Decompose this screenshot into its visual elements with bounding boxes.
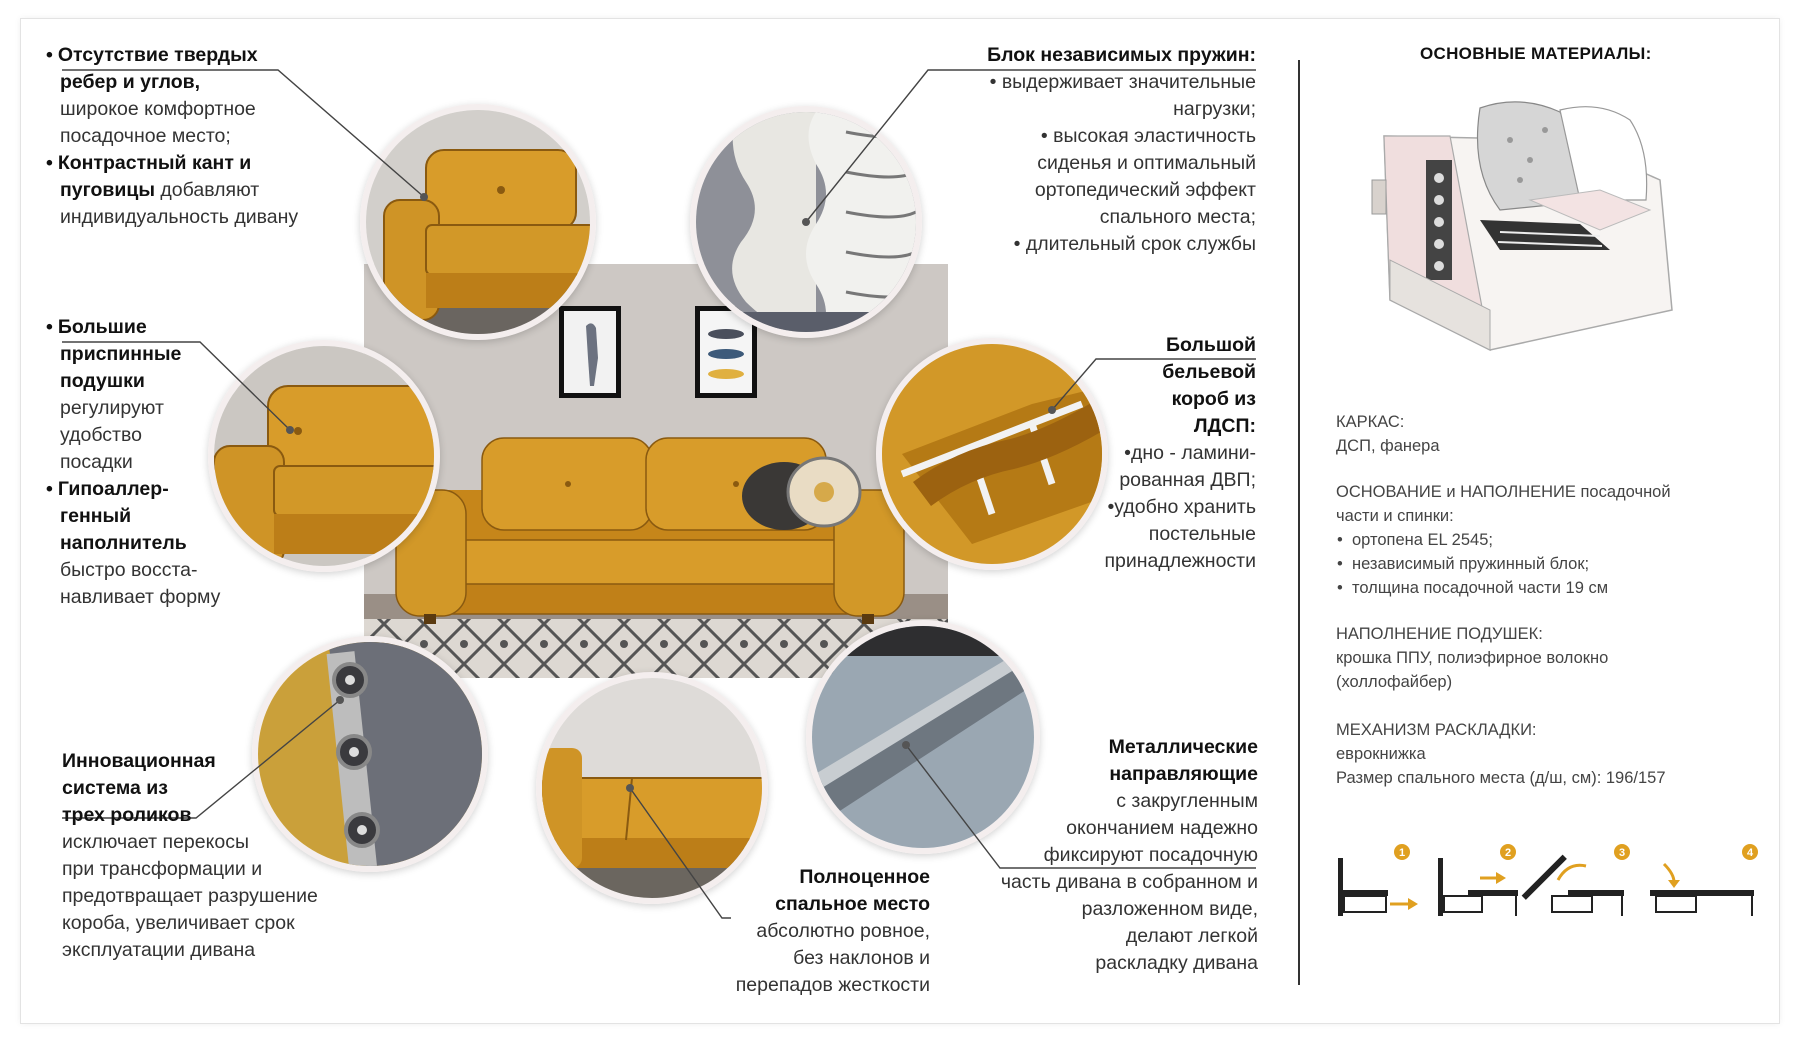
feature-title: бельевой xyxy=(1162,361,1256,383)
feature-text: делают легкой xyxy=(1125,925,1258,947)
circle-sleeping xyxy=(536,672,768,904)
step-1 xyxy=(1338,844,1418,916)
feature-title: Гипоаллер- xyxy=(57,478,169,500)
feature-text: спального места; xyxy=(1099,206,1256,228)
step-3 xyxy=(1522,844,1630,916)
circle-storage xyxy=(876,338,1108,570)
feature-title: пуговицы xyxy=(60,179,156,201)
step-number: 2 xyxy=(1504,847,1512,859)
feature-text: быстро восста- xyxy=(60,559,198,581)
feature-title: ребер и углов, xyxy=(60,71,201,93)
feature-text: • выдерживает значительные xyxy=(989,71,1256,93)
step-number: 4 xyxy=(1746,847,1754,859)
circle-cushions xyxy=(208,340,440,572)
material-base-item: • толщина посадочной части 19 см xyxy=(1336,576,1671,600)
feature-text: добавляют xyxy=(155,179,260,201)
material-base-item: • ортопена EL 2545; xyxy=(1336,528,1671,552)
feature-title: наполнитель xyxy=(60,532,187,554)
material-base-item: • независимый пружинный блок; xyxy=(1336,552,1671,576)
feature-text: • длительный срок службы xyxy=(1013,233,1256,255)
feature-rails xyxy=(1001,734,1258,977)
feature-text: нагрузки; xyxy=(1173,98,1256,120)
feature-text: • высокая эластичность xyxy=(1040,125,1256,147)
feature-text: индивидуальность дивану xyxy=(60,206,299,228)
feature-text: фиксируют посадочную xyxy=(1043,844,1258,866)
feature-title: Полноценное xyxy=(799,866,930,888)
feature-title: Блок независимых пружин: xyxy=(987,44,1256,66)
feature-text: постельные xyxy=(1148,523,1256,545)
feature-text: предотвращает разрушение xyxy=(62,885,318,907)
material-frame-head: КАРКАС: xyxy=(1336,413,1405,431)
feature-text: навливает форму xyxy=(60,586,221,608)
step-2 xyxy=(1438,844,1518,916)
feature-title: система из xyxy=(62,777,168,799)
material-frame-value: ДСП, фанера xyxy=(1336,437,1440,455)
material-mechanism-value: еврокнижка xyxy=(1336,745,1426,763)
material-mechanism-head: МЕХАНИЗМ РАСКЛАДКИ: xyxy=(1336,721,1537,739)
mechanism-steps-diagram xyxy=(1330,840,1770,922)
material-base-head: ОСНОВАНИЕ и НАПОЛНЕНИЕ xyxy=(1336,483,1576,501)
feature-text: рованная ДВП; xyxy=(1119,469,1256,491)
feature-text: с закругленным xyxy=(1116,790,1258,812)
feature-text: абсолютно ровное, xyxy=(756,920,930,942)
circle-springs xyxy=(690,106,922,338)
feature-title: Контрастный кант и xyxy=(57,152,252,174)
material-cushions-head: НАПОЛНЕНИЕ ПОДУШЕК: xyxy=(1336,625,1543,643)
material-cushions-value: (холлофайбер) xyxy=(1336,673,1453,691)
step-4 xyxy=(1650,844,1758,916)
panel-divider xyxy=(1298,60,1300,985)
material-base xyxy=(1336,480,1671,600)
feature-title: ЛДСП: xyxy=(1193,415,1256,437)
material-frame xyxy=(1336,410,1440,458)
feature-text: широкое комфортное xyxy=(60,98,256,120)
feature-text: перепадов жесткости xyxy=(735,974,930,996)
feature-text: эксплуатации дивана xyxy=(62,939,256,961)
feature-text: при трансформации и xyxy=(62,858,263,880)
feature-title: Большие xyxy=(57,316,147,338)
circle-armrest xyxy=(360,104,596,340)
feature-storage-box xyxy=(1104,332,1256,575)
material-cushions-value: крошка ППУ, полиэфирное волокно xyxy=(1336,649,1609,667)
feature-text: •дно - ламини- xyxy=(1124,442,1256,464)
feature-text: разложенном виде, xyxy=(1081,898,1258,920)
feature-text: посадочное место; xyxy=(60,125,231,147)
feature-title: приспинные xyxy=(60,343,182,365)
feature-springs xyxy=(987,42,1256,258)
feature-title: генный xyxy=(60,505,132,527)
feature-text: окончанием надежно xyxy=(1066,817,1258,839)
feature-sleeping-place xyxy=(736,864,930,999)
feature-title: спальное место xyxy=(775,893,930,915)
feature-title: Металлические xyxy=(1108,736,1258,758)
feature-text: посадки xyxy=(60,451,133,473)
step-number: 3 xyxy=(1618,847,1626,859)
feature-title: направляющие xyxy=(1109,763,1258,785)
feature-text: регулируют xyxy=(60,397,164,419)
feature-title: трех роликов xyxy=(62,804,192,826)
sofa-section-diagram xyxy=(1370,100,1688,356)
material-mechanism xyxy=(1336,718,1666,790)
feature-cushions: • Большие приспинные подушки регулируют удобство посадки • Гипоаллер- генный наполнитель быстро восста- навливает форму xyxy=(46,314,220,611)
feature-title: короб из xyxy=(1171,388,1256,410)
feature-text: ортопедический эффект xyxy=(1034,179,1256,201)
feature-text: раскладку дивана xyxy=(1095,952,1258,974)
feature-title: подушки xyxy=(60,370,145,392)
feature-rollers xyxy=(62,748,318,964)
material-base-head-cont2: части и спинки: xyxy=(1336,507,1454,525)
feature-title: Инновационная xyxy=(62,750,216,772)
material-base-head-cont: посадочной xyxy=(1575,483,1671,501)
feature-text: часть дивана в собранном и xyxy=(1000,871,1258,893)
feature-text: •удобно хранить xyxy=(1107,496,1256,518)
feature-text: сиденья и оптимальный xyxy=(1037,152,1256,174)
material-cushions xyxy=(1336,622,1608,694)
step-number: 1 xyxy=(1398,847,1406,859)
feature-text: без наклонов и xyxy=(793,947,930,969)
materials-title: ОСНОВНЫЕ МАТЕРИАЛЫ: xyxy=(1420,44,1652,63)
feature-text: исключает перекосы xyxy=(62,831,249,853)
feature-text: удобство xyxy=(60,424,142,446)
feature-no-ribs: • Отсутствие твердых ребер и углов, широкое комфортное посадочное место; • Контрастный кант и пуговицы добавляют индивидуальность дивану xyxy=(46,42,298,231)
feature-title: Отсутствие твердых xyxy=(57,44,258,66)
feature-title: Большой xyxy=(1166,334,1256,356)
feature-text: короба, увеличивает срок xyxy=(62,912,295,934)
feature-text: принадлежности xyxy=(1104,550,1256,572)
material-size: Размер спального места (д/ш, см): 196/157 xyxy=(1336,769,1666,787)
